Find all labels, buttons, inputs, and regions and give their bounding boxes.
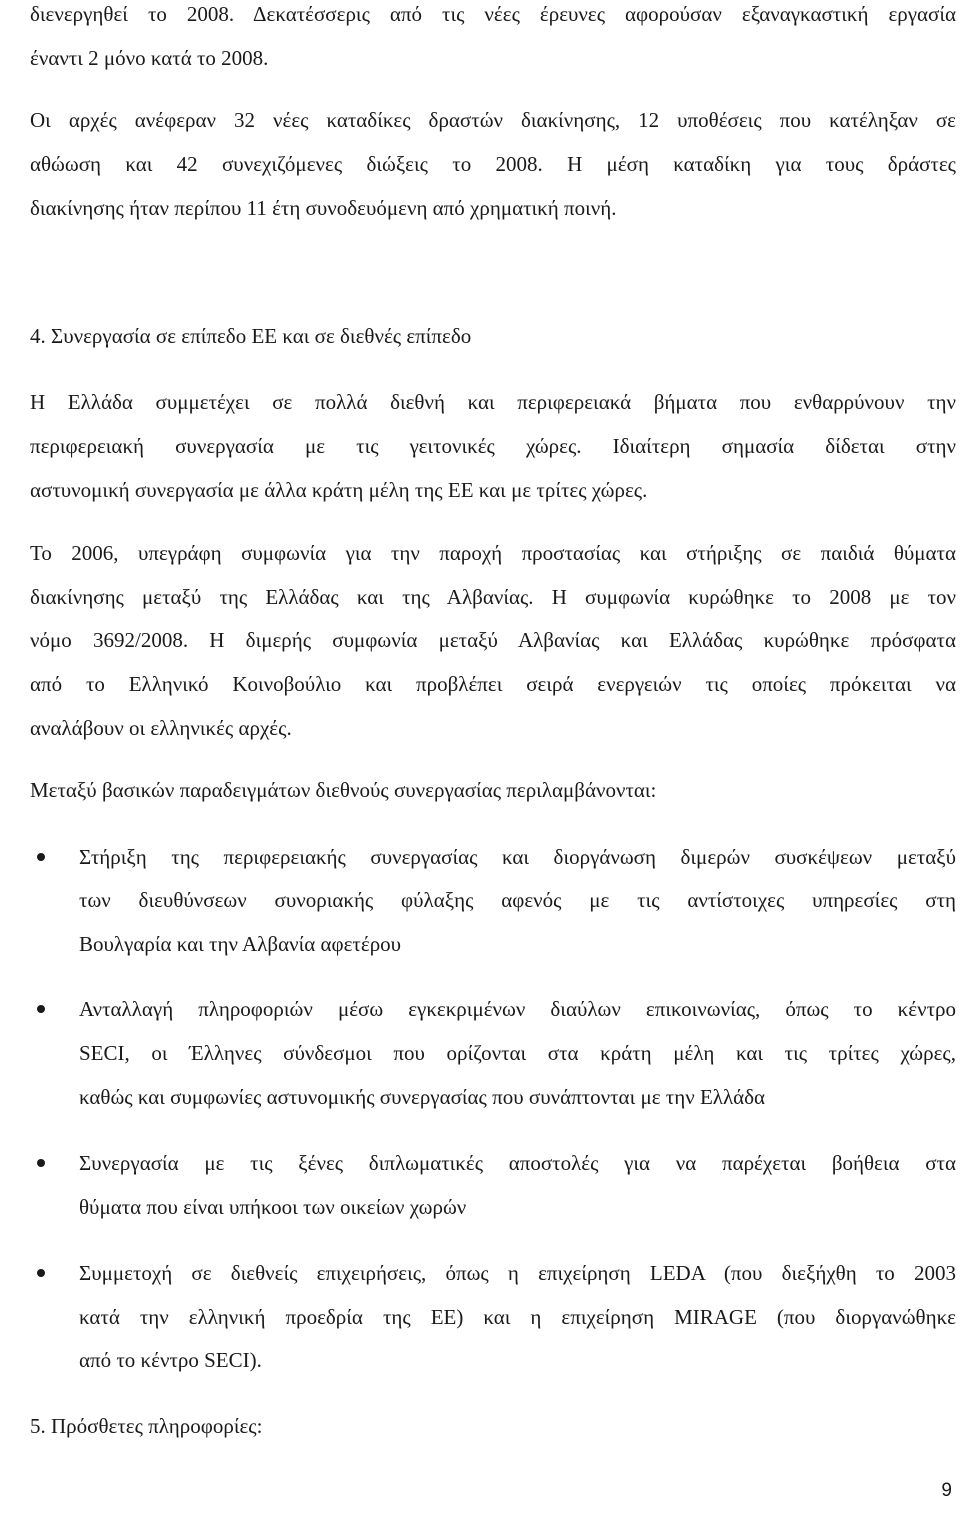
p5-line-1: Μεταξύ βασικών παραδειγμάτων διεθνούς συνεργασίας περιλαμβάνονται: [30, 778, 657, 802]
p4-line-4: από το Ελληνικό Κοινοβούλιο και προβλέπει σειρά ενεργειών τις οποίες πρόκειται να [30, 672, 956, 696]
p1-line-1: διενεργηθεί το 2008. Δεκατέσσερις από τις νέες έρευνες αφορούσαν εξαναγκαστική εργασία [30, 2, 956, 26]
bullet-3-line-1: Συνεργασία με τις ξένες διπλωματικές αποστολές για να παρέχεται βοήθεια στα [79, 1151, 956, 1175]
p2-line-3: διακίνησης ήταν περίπου 11 έτη συνοδευόμενη από χρηματική ποινή. [30, 196, 617, 220]
p3-line-3: αστυνομική συνεργασία με άλλα κράτη μέλη της ΕΕ και με τρίτες χώρες. [30, 478, 648, 502]
bullet-dot-1 [37, 853, 45, 861]
section-heading-5: 5. Πρόσθετες πληροφορίες: [30, 1414, 263, 1438]
bullet-dot-3 [37, 1159, 45, 1167]
p4-line-5: αναλάβουν οι ελληνικές αρχές. [30, 716, 292, 740]
bullet-4-line-3: από το κέντρο SECI). [79, 1348, 262, 1372]
p4-line-1: Το 2006, υπεγράφη συμφωνία για την παροχή προστασίας και στήριξης σε παιδιά θύματα [30, 541, 956, 565]
bullet-dot-2 [37, 1005, 45, 1013]
bullet-3-line-2: θύματα που είναι υπήκοοι των οικείων χωρών [79, 1195, 467, 1219]
p1-line-2: έναντι 2 μόνο κατά το 2008. [30, 46, 269, 70]
bullet-2-line-1: Ανταλλαγή πληροφοριών μέσω εγκεκριμένων διαύλων επικοινωνίας, όπως το κέντρο [79, 997, 956, 1021]
bullet-2-line-3: καθώς και συμφωνίες αστυνομικής συνεργασίας που συνάπτονται με την Ελλάδα [79, 1085, 766, 1109]
p2-line-2: αθώωση και 42 συνεχιζόμενες διώξεις το 2008. Η μέση καταδίκη για τους δράστες [30, 152, 956, 176]
section-heading-4: 4. Συνεργασία σε επίπεδο ΕΕ και σε διεθνές επίπεδο [30, 324, 472, 348]
p4-line-3: νόμο 3692/2008. Η διμερής συμφωνία μεταξύ Αλβανίας και Ελλάδας κυρώθηκε πρόσφατα [30, 628, 956, 652]
p4-line-2: διακίνησης μεταξύ της Ελλάδας και της Αλβανίας. Η συμφωνία κυρώθηκε το 2008 με τον [30, 585, 956, 609]
bullet-1-line-1: Στήριξη της περιφερειακής συνεργασίας και διοργάνωση διμερών συσκέψεων μεταξύ [79, 845, 956, 869]
bullet-2-line-2: SECI, οι Έλληνες σύνδεσμοι που ορίζονται στα κράτη μέλη και τις τρίτες χώρες, [79, 1041, 956, 1065]
p3-line-1: Η Ελλάδα συμμετέχει σε πολλά διεθνή και περιφερειακά βήματα που ενθαρρύνουν την [30, 390, 956, 414]
bullet-dot-4 [37, 1269, 45, 1277]
p3-line-2: περιφερειακή συνεργασία με τις γειτονικές χώρες. Ιδιαίτερη σημασία δίδεται στην [30, 434, 956, 458]
page-number: 9 [941, 1480, 952, 1501]
bullet-4-line-2: κατά την ελληνική προεδρία της ΕΕ) και η επιχείρηση MIRAGE (που διοργανώθηκε [79, 1305, 956, 1329]
bullet-4-line-1: Συμμετοχή σε διεθνείς επιχειρήσεις, όπως η επιχείρηση LEDA (που διεξήχθη το 2003 [79, 1261, 956, 1285]
bullet-1-line-2: των διευθύνσεων συνοριακής φύλαξης αφενός με τις αντίστοιχες υπηρεσίες στη [79, 888, 956, 912]
bullet-1-line-3: Βουλγαρία και την Αλβανία αφετέρου [79, 932, 402, 956]
p2-line-1: Οι αρχές ανέφεραν 32 νέες καταδίκες δραστών διακίνησης, 12 υποθέσεις που κατέληξαν σε [30, 108, 956, 132]
